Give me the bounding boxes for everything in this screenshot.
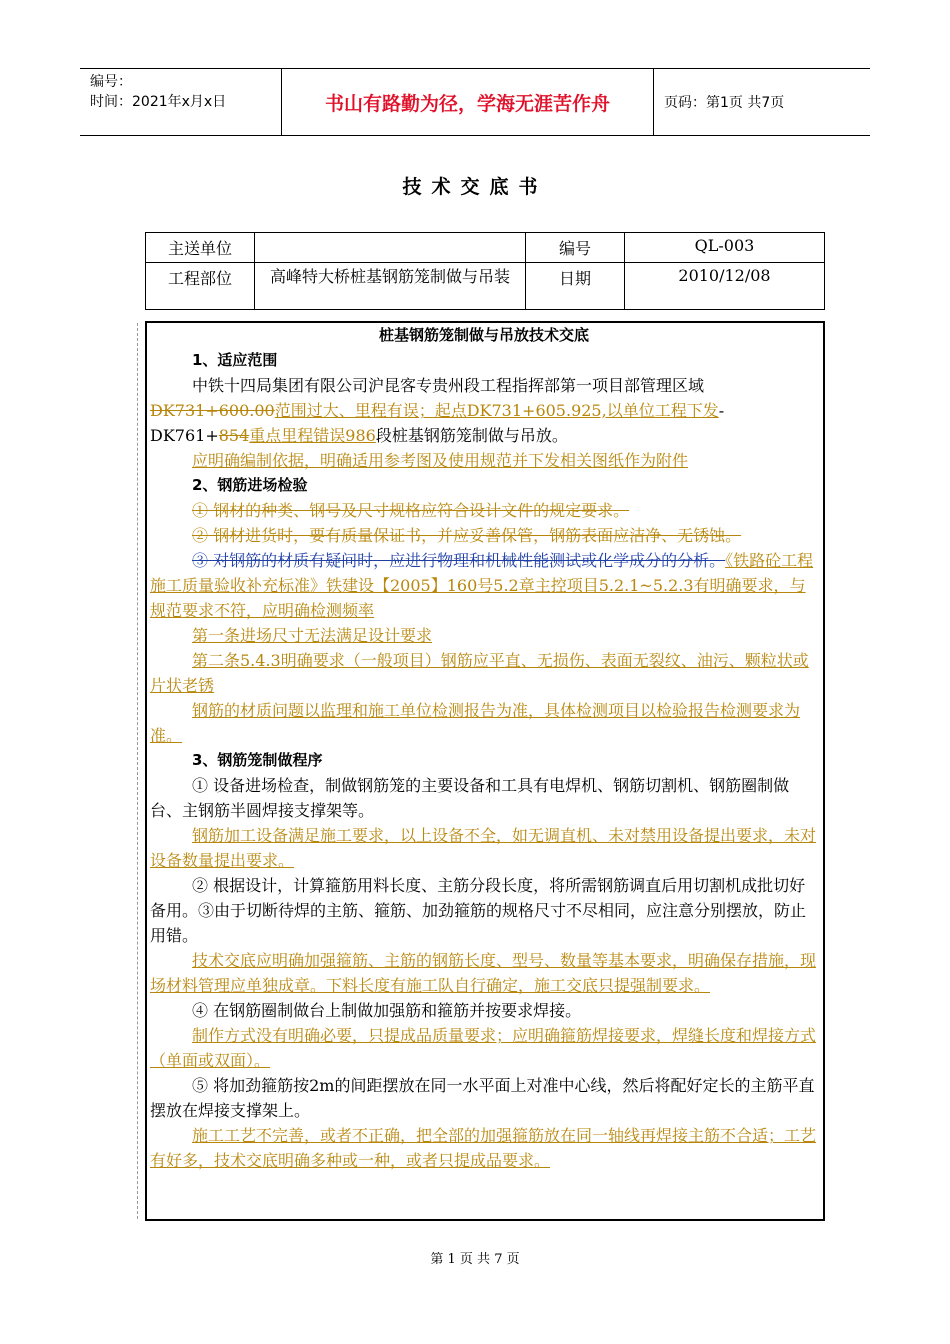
number-value: QL-003 — [625, 233, 825, 263]
inserted-text: 技术交底应明确加强箍筋、主筋的钢筋长度、型号、数量等基本要求，明确保存措施，现场材料管理应单独成章。下料长度有施工队自行确定，施工交底只提强制要求。 — [150, 951, 817, 995]
inserted-text: 《铁路砼工程施工质量验收补充标准》铁建设【2005】160号5.2章主控项目5.2.1~5.2.3有明确要求，与规范要求不符，应明确检测频率 — [150, 551, 814, 620]
content-body — [150, 321, 818, 1173]
paragraph — [150, 523, 818, 548]
paragraph — [150, 948, 818, 998]
page-header — [80, 68, 870, 136]
section-heading: 3、钢筋笼制做程序 — [192, 751, 323, 769]
site-label: 工程部位 — [146, 263, 255, 310]
paragraph: ⑤ 将加劲箍筋按2m的间距摆放在同一水平面上对准中心线，然后将配好定长的主筋平直摆放在焊接支撑架上。 — [150, 1076, 815, 1120]
inserted-text: 范围过大、里程有误；起点DK731+605.925,以单位工程下发 — [274, 401, 719, 420]
paragraph — [150, 448, 818, 473]
date-value: 2010/12/08 — [625, 263, 825, 310]
paragraph — [150, 698, 818, 748]
send-unit-label: 主送单位 — [146, 233, 255, 263]
info-row — [146, 263, 825, 310]
inserted-text: 应明确编制依据，明确适用参考图及使用规范并下发相关图纸作为附件 — [192, 451, 689, 470]
header-page: 页码：第1页 共7页 — [664, 95, 785, 111]
paragraph — [150, 373, 818, 448]
header-number: 编号： — [90, 74, 132, 90]
deleted-text: ③ 对钢筋的材质有疑问时，应进行物理和机械性能测试或化学成分的分析。 — [192, 551, 726, 570]
inserted-text: 第二条5.4.3明确要求（一般项目）钢筋应平直、无损伤、表面无裂纹、油污、颗粒状或片状老锈 — [150, 651, 809, 695]
header-time: 时间：2021年x月x日 — [90, 94, 227, 110]
paragraph — [150, 548, 818, 623]
date-label: 日期 — [526, 263, 625, 310]
page-footer: 第 1 页 共 7 页 — [430, 1252, 520, 1267]
number-label: 编号 — [526, 233, 625, 263]
paragraph — [150, 823, 818, 873]
paragraph — [150, 1123, 818, 1173]
inserted-text: 制作方式没有明确必要，只提成品质量要求；应明确箍筋焊接要求，焊缝长度和焊接方式（单面或双面）。 — [150, 1026, 817, 1070]
inserted-text: 重点里程错误986 — [249, 426, 376, 445]
section-heading: 1、适应范围 — [192, 351, 278, 369]
header-meta — [80, 69, 282, 135]
paragraph — [150, 498, 818, 523]
inserted-text: 施工工艺不完善，或者不正确，把全部的加强箍筋放在同一轴线再焊接主筋不合适；工艺有好多，技术交底明确多种或一种，或者只提成品要求。 — [150, 1126, 817, 1170]
info-row — [146, 233, 825, 263]
inserted-text: 钢筋的材质问题以监理和施工单位检测报告为准，具体检测项目以检验报告检测要求为准。 — [150, 701, 801, 745]
document-title: 技术交底书 — [402, 176, 548, 198]
paragraph — [150, 623, 818, 648]
site-value: 高峰特大桥桩基钢筋笼制做与吊装 — [255, 263, 526, 310]
deleted-text: 854 — [218, 426, 250, 445]
send-unit-value — [255, 233, 526, 263]
paragraph: ① 设备进场检查，制做钢筋笼的主要设备和工具有电焊机、钢筋切割机、钢筋圈制做台、主钢筋半圆焊接支撑架等。 — [150, 776, 790, 820]
content-title: 桩基钢筋笼制做与吊放技术交底 — [378, 326, 589, 344]
paragraph — [150, 1023, 818, 1073]
deleted-text: ① 钢材的种类、钢号及尺寸规格应符合设计文件的规定要求。 — [192, 501, 630, 520]
paragraph: ② 根据设计，计算箍筋用料长度、主筋分段长度，将所需钢筋调直后用切割机成批切好备用。③由于切断待焊的主筋、箍筋、加劲箍筋的规格尺寸不尽相同，应注意分别摆放，防止用错。 — [150, 876, 807, 945]
inserted-text: 第一条进场尺寸无法满足设计要求 — [192, 626, 433, 645]
text: 中铁十四局集团有限公司沪昆客专贵州段工程指挥部第一项目部管理区域 — [192, 376, 705, 395]
text: 段桩基钢筋笼制做与吊放。 — [375, 426, 568, 445]
info-table — [145, 232, 825, 310]
header-motto: 书山有路勤为径，学海无涯苦作舟 — [282, 69, 654, 135]
text: -DK761+ — [150, 401, 725, 445]
deleted-text: ② 钢材进货时，要有质量保证书，并应妥善保管，钢筋表面应洁净、无锈蚀。 — [192, 526, 742, 545]
paragraph — [150, 648, 818, 698]
inserted-text: 钢筋加工设备满足施工要求，以上设备不全，如无调直机、未对禁用设备提出要求，未对设备数量提出要求。 — [150, 826, 817, 870]
section-heading: 2、钢筋进场检验 — [192, 476, 308, 494]
paragraph: ④ 在钢筋圈制做台上制做加强筋和箍筋并按要求焊接。 — [192, 1001, 582, 1020]
deleted-text: DK731+600.00 — [150, 401, 275, 420]
